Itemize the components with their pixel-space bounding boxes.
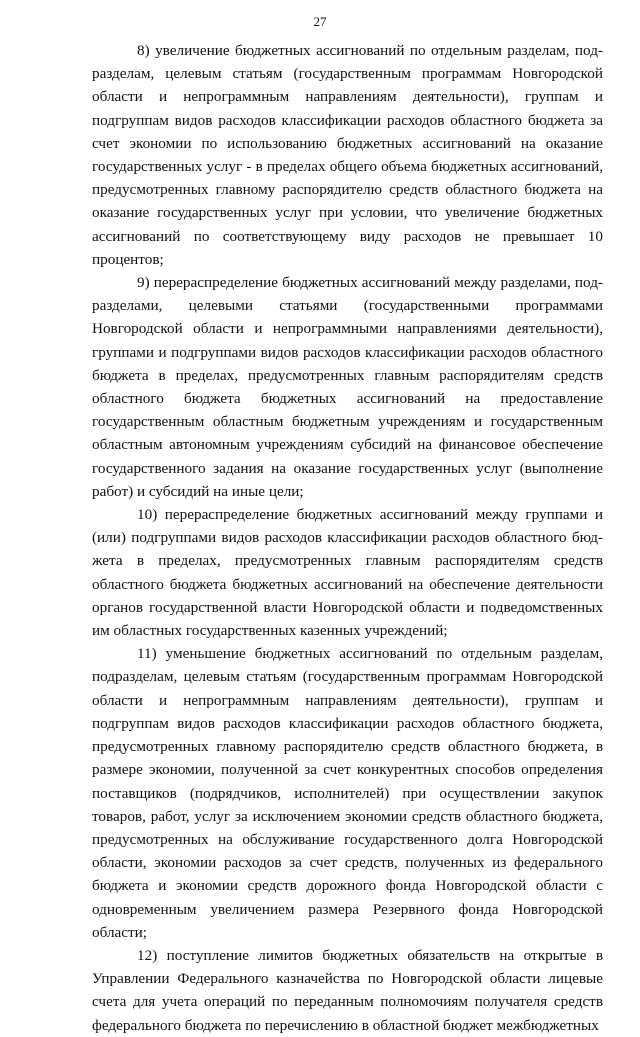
paragraph-item-10: 10) перераспределение бюджетных ассигнований между группами и (или) подгруппами видов расходов классификации расходов областного бюджета в пределах, предусмотренных главным распорядителям средств областного бюджета бюджетных ассигнований на обеспечение деятельности органов государственной власти Новгородской области и подведомственных им областных государственных казенных учреждений; [92, 506, 603, 640]
page-number: 27 [313, 14, 327, 29]
document-body [92, 39, 603, 1037]
paragraph-item-11: 11) уменьшение бюджетных ассигнований по отдельным разделам, подразделам, целевым статьям (государственным программам Новгородской области и непрограммным направлениям деятельности), группам и подгруппам видов расходов классификации расходов областного бюджета, предусмотренных главному распорядителю средств областного бюджета, в размере экономии, полученной за счет конкурентных способов определения поставщиков (подрядчиков, исполнителей) при осуществлении закупок товаров, работ, услуг за исключением экономии средств областного бюджета, предусмотренных на обслуживание государственного долга Новгородской области, экономии расходов за счет средств, полученных из федерального бюджета и экономии средств дорожного фонда Новгородской области с одновременным увеличением размера Резервного фонда Новгородской области; [92, 645, 603, 941]
paragraph-item-12: 12) поступление лимитов бюджетных обязательств на открытые в Управлении Федерального казначейства по Новгородской области лицевые счета для учета операций по переданным полномочиям получателя средств федерального бюджета по перечислению в областной бюджет межбюджетных [92, 946, 603, 1034]
paragraph-item-8: 8) увеличение бюджетных ассигнований по отдельным разделам, подразделам, целевым статьям (государственным программам Новгородской области и непрограммным направлениям деятельности), группам и подгруппам видов расходов классификации расходов областного бюджета за счет экономии по использованию бюджетных ассигнований на оказание государственных услуг - в пределах общего объема бюджетных ассигнований, предусмотренных главному распорядителю средств областного бюджета на оказание государственных услуг при условии, что увеличение бюджетных ассигнований по соответствующему виду расходов не превышает 10 процентов; [92, 42, 603, 268]
paragraph-item-9: 9) перераспределение бюджетных ассигнований между разделами, подразделами, целевыми статьями (государственными программами Новгородской области и непрограммными направлениями деятельности), группами и подгруппами видов расходов классификации расходов областного бюджета в пределах, предусмотренных главным распорядителям средств областного бюджета бюджетных ассигнований на предоставление государственным областным бюджетным учреждениям и государственным областным автономным учреждениям субсидий на финансовое обеспечение государственного задания на оказание государственных услуг (выполнение работ) и субсидий на иные цели; [92, 274, 603, 500]
